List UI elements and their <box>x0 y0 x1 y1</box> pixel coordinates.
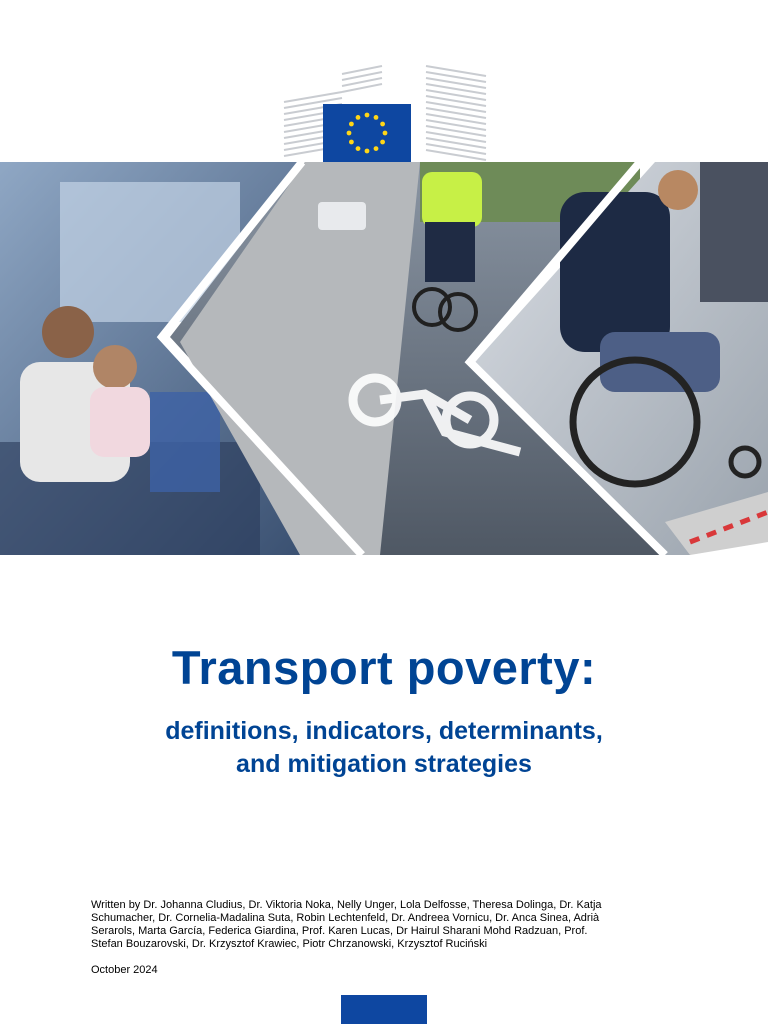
authors-block <box>91 886 651 990</box>
page-title: Transport poverty: <box>171 641 597 694</box>
subtitle-line-1: definitions, indicators, determinants, <box>165 717 603 745</box>
brand-bar <box>341 995 427 1024</box>
page-subtitle <box>0 715 768 781</box>
subtitle-line-2: and mitigation strategies <box>236 750 532 778</box>
publication-date: October 2024 <box>91 964 158 976</box>
eu-flag-icon <box>323 104 411 162</box>
final-report-label: Final Report <box>66 659 200 686</box>
authors-text: Written by Dr. Johanna Cludius, Dr. Viktoria Noka, Nelly Unger, Lola Delfosse, Theresa Dolinga, Dr. Katja Schumacher, Dr. Cornelia-Madalina Suta, Robin Lechtenfeld, Dr. Andreea Vornicu, Dr. Anca Sinea, Adrià Serarols, Marta García, Federica Giardina, Prof. Karen Lucas, Dr Hairul Sharani Mohd Radzuan, Prof. Stefan Bouzarovski, Dr. Krzysztof Krawiec, Piotr Chrzanowski, Krzysztof Ruciński <box>91 899 602 950</box>
collage-photos <box>0 162 768 555</box>
